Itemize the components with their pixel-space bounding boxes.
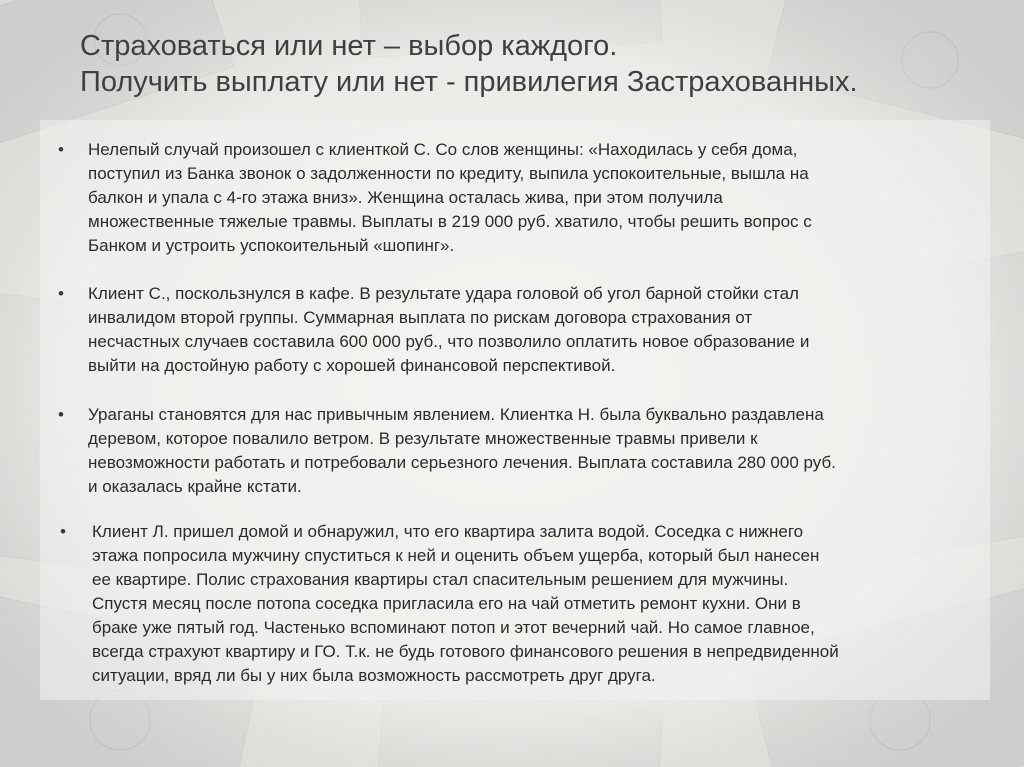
- bullet-line: балкон и упала с 4-го этажа вниз». Женщина осталась жива, при этом получила: [88, 188, 723, 207]
- bullet-line: Клиент С., поскользнулся в кафе. В результате удара головой об угол барной стойки стал: [88, 284, 799, 303]
- bullet-item-4: [60, 520, 992, 688]
- bullet-marker: •: [58, 405, 64, 424]
- bullet-line: Спустя месяц после потопа соседка пригласила его на чай отметить ремонт кухни. Они в: [92, 594, 801, 613]
- bullet-item-2: [58, 282, 988, 378]
- bullet-line: выйти на достойную работу с хорошей финансовой перспективой.: [88, 356, 616, 375]
- title-line-2: Получить выплату или нет - привилегия Застрахованных.: [80, 66, 858, 98]
- bullet-line: невозможности работать и потребовали серьезного лечения. Выплата составила 280 000 руб.: [88, 453, 836, 472]
- bullet-line: этажа попросила мужчину спуститься к ней и оценить объем ущерба, который был нанесен: [92, 546, 820, 565]
- title-line-1: Страховаться или нет – выбор каждого.: [80, 30, 618, 62]
- bullet-item-1: [58, 138, 988, 258]
- bullet-line: деревом, которое повалило ветром. В результате множественные травмы привели к: [88, 429, 758, 448]
- bullet-line: Нелепый случай произошел с клиенткой С. Со слов женщины: «Находилась у себя дома,: [88, 140, 798, 159]
- bullet-line: поступил из Банка звонок о задолженности по кредиту, выпила успокоительные, вышла на: [88, 164, 809, 183]
- bullet-line: инвалидом второй группы. Суммарная выплата по рискам договора страхования от: [88, 308, 753, 327]
- bullet-item-3: [58, 403, 988, 499]
- bullet-line: Клиент Л. пришел домой и обнаружил, что его квартира залита водой. Соседка с нижнего: [92, 522, 804, 541]
- bullet-marker: •: [58, 140, 64, 159]
- bullet-line: Банком и устроить успокоительный «шопинг».: [88, 236, 455, 255]
- bullet-line: несчастных случаев составила 600 000 руб., что позволило оплатить новое образование и: [88, 332, 810, 351]
- bullet-line: и оказалась крайне кстати.: [88, 477, 302, 496]
- bullet-line: браке уже пятый год. Частенько вспоминают потоп и этот вечерний чай. Но самое главное,: [92, 618, 815, 637]
- bullet-line: всегда страхуют квартиру и ГО. Т.к. не будь готового финансового решения в непредвиденной: [92, 642, 839, 661]
- bullet-line: Ураганы становятся для нас привычным явлением. Клиентка Н. была буквально раздавлена: [88, 405, 824, 424]
- bullet-line: ситуации, вряд ли бы у них была возможность рассмотреть друг друга.: [92, 666, 656, 685]
- bullet-line: множественные тяжелые травмы. Выплаты в 219 000 руб. хватило, чтобы решить вопрос с: [88, 212, 812, 231]
- bullet-line: ее квартире. Полис страхования квартиры стал спасительным решением для мужчины.: [92, 570, 789, 589]
- bullet-marker: •: [60, 522, 66, 541]
- bullet-marker: •: [58, 284, 64, 303]
